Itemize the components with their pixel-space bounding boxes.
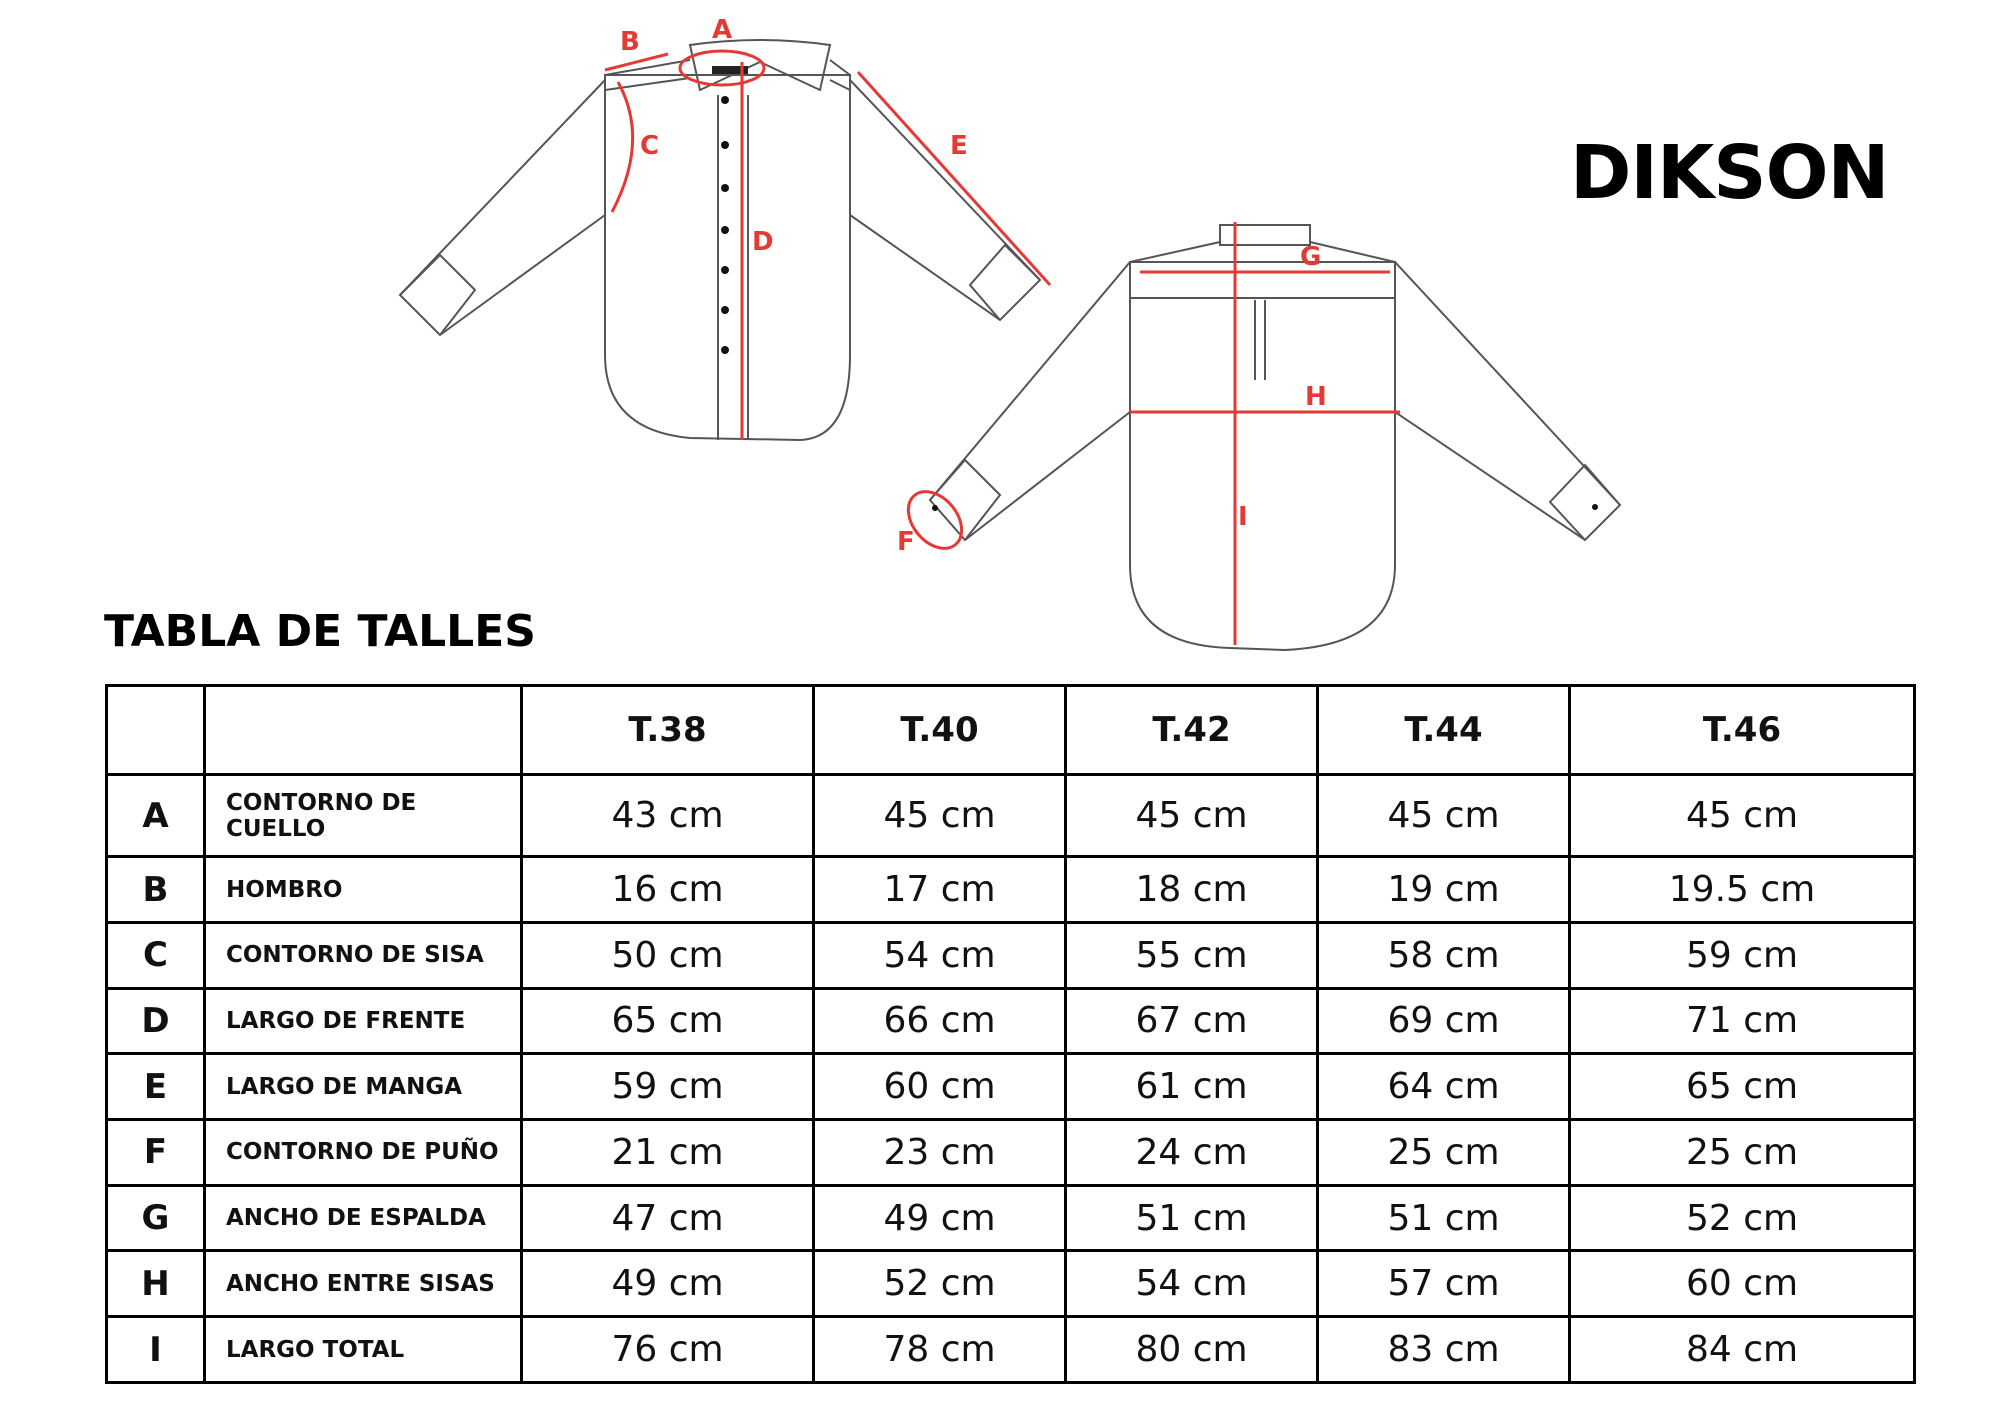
row-letter: G <box>107 1185 205 1251</box>
label-f: F <box>897 527 915 557</box>
back-right-sleeve <box>1395 262 1620 540</box>
table-row <box>107 775 1915 857</box>
page-title: TABLA DE TALLES <box>104 606 536 657</box>
back-box-pleat <box>1255 300 1265 380</box>
front-collar-outline <box>690 40 830 90</box>
table-row <box>107 1054 1915 1120</box>
cell-value: 16 cm <box>522 857 814 923</box>
table-row <box>107 988 1915 1054</box>
cell-value: 19 cm <box>1318 857 1570 923</box>
cell-value: 50 cm <box>522 922 814 988</box>
cell-value: 18 cm <box>1066 857 1318 923</box>
row-label: CONTORNO DE SISA <box>205 922 522 988</box>
row-letter: E <box>107 1054 205 1120</box>
cell-value: 61 cm <box>1066 1054 1318 1120</box>
front-left-sleeve <box>400 80 605 335</box>
label-a: A <box>712 15 733 45</box>
cell-value: 60 cm <box>1570 1251 1915 1317</box>
cell-value: 49 cm <box>522 1251 814 1317</box>
cell-value: 71 cm <box>1570 988 1915 1054</box>
row-label: HOMBRO <box>205 857 522 923</box>
header-letter <box>107 686 205 775</box>
front-left-cuff <box>400 255 475 335</box>
mark-c-armhole <box>612 82 633 212</box>
cell-value: 66 cm <box>814 988 1066 1054</box>
cell-value: 67 cm <box>1066 988 1318 1054</box>
cell-value: 47 cm <box>522 1185 814 1251</box>
shirt-measurement-diagram <box>0 0 2000 660</box>
back-left-sleeve <box>930 262 1130 540</box>
cell-value: 45 cm <box>1570 775 1915 857</box>
row-letter: H <box>107 1251 205 1317</box>
cell-value: 52 cm <box>1570 1185 1915 1251</box>
cell-value: 54 cm <box>814 922 1066 988</box>
back-right-cuff <box>1550 465 1620 540</box>
label-c: C <box>640 131 660 161</box>
back-body-outline <box>1130 262 1395 650</box>
cell-value: 17 cm <box>814 857 1066 923</box>
cell-value: 45 cm <box>1066 775 1318 857</box>
table-row <box>107 1317 1915 1383</box>
row-label: LARGO DE FRENTE <box>205 988 522 1054</box>
cell-value: 23 cm <box>814 1120 1066 1186</box>
cell-value: 59 cm <box>522 1054 814 1120</box>
cell-value: 21 cm <box>522 1120 814 1186</box>
front-right-sleeve <box>850 80 1040 320</box>
row-label: LARGO TOTAL <box>205 1317 522 1383</box>
brand-logo: DIKSON <box>1570 130 1889 216</box>
cell-value: 52 cm <box>814 1251 1066 1317</box>
header-size-44: T.44 <box>1318 686 1570 775</box>
table-header-row <box>107 686 1915 775</box>
label-b: B <box>620 27 640 57</box>
cell-value: 19.5 cm <box>1570 857 1915 923</box>
cell-value: 69 cm <box>1318 988 1570 1054</box>
cell-value: 45 cm <box>1318 775 1570 857</box>
cell-value: 54 cm <box>1066 1251 1318 1317</box>
back-shirt <box>930 225 1620 650</box>
label-h: H <box>1305 382 1327 412</box>
cell-value: 65 cm <box>522 988 814 1054</box>
table-row <box>107 1251 1915 1317</box>
cell-value: 60 cm <box>814 1054 1066 1120</box>
table-row <box>107 857 1915 923</box>
cell-value: 65 cm <box>1570 1054 1915 1120</box>
back-cuff-button <box>932 505 938 511</box>
front-buttons <box>721 96 729 354</box>
cell-value: 45 cm <box>814 775 1066 857</box>
row-letter: F <box>107 1120 205 1186</box>
cell-value: 51 cm <box>1318 1185 1570 1251</box>
header-size-38: T.38 <box>522 686 814 775</box>
cell-value: 49 cm <box>814 1185 1066 1251</box>
cell-value: 84 cm <box>1570 1317 1915 1383</box>
row-label: CONTORNO DE PUÑO <box>205 1120 522 1186</box>
cell-value: 80 cm <box>1066 1317 1318 1383</box>
header-label <box>205 686 522 775</box>
row-letter: D <box>107 988 205 1054</box>
header-size-40: T.40 <box>814 686 1066 775</box>
row-letter: A <box>107 775 205 857</box>
row-label: ANCHO DE ESPALDA <box>205 1185 522 1251</box>
header-size-46: T.46 <box>1570 686 1915 775</box>
label-i: I <box>1238 502 1248 532</box>
back-yoke-lines <box>1130 242 1395 298</box>
cell-value: 59 cm <box>1570 922 1915 988</box>
size-table <box>105 684 1916 1384</box>
back-left-cuff <box>930 460 1000 540</box>
front-shirt <box>400 40 1040 440</box>
cell-value: 24 cm <box>1066 1120 1318 1186</box>
header-size-42: T.42 <box>1066 686 1318 775</box>
label-g: G <box>1300 242 1322 272</box>
cell-value: 25 cm <box>1570 1120 1915 1186</box>
cell-value: 43 cm <box>522 775 814 857</box>
label-e: E <box>950 131 968 161</box>
cell-value: 51 cm <box>1066 1185 1318 1251</box>
front-measure-marks <box>605 51 1050 440</box>
cell-value: 76 cm <box>522 1317 814 1383</box>
back-cuff-button-right <box>1592 504 1598 510</box>
row-letter: C <box>107 922 205 988</box>
cell-value: 25 cm <box>1318 1120 1570 1186</box>
front-body-outline <box>605 75 850 440</box>
table-row <box>107 1120 1915 1186</box>
label-d: D <box>752 227 774 257</box>
cell-value: 58 cm <box>1318 922 1570 988</box>
cell-value: 55 cm <box>1066 922 1318 988</box>
table-row <box>107 1185 1915 1251</box>
cell-value: 83 cm <box>1318 1317 1570 1383</box>
cell-value: 64 cm <box>1318 1054 1570 1120</box>
row-label: CONTORNO DE CUELLO <box>205 775 522 857</box>
cell-value: 78 cm <box>814 1317 1066 1383</box>
row-label: LARGO DE MANGA <box>205 1054 522 1120</box>
row-letter: I <box>107 1317 205 1383</box>
row-label: ANCHO ENTRE SISAS <box>205 1251 522 1317</box>
front-right-cuff <box>970 245 1040 320</box>
mark-e-sleeve <box>858 72 1050 285</box>
back-measure-marks <box>898 222 1400 645</box>
row-letter: B <box>107 857 205 923</box>
shirt-sketches <box>0 0 2000 660</box>
cell-value: 57 cm <box>1318 1251 1570 1317</box>
table-row <box>107 922 1915 988</box>
